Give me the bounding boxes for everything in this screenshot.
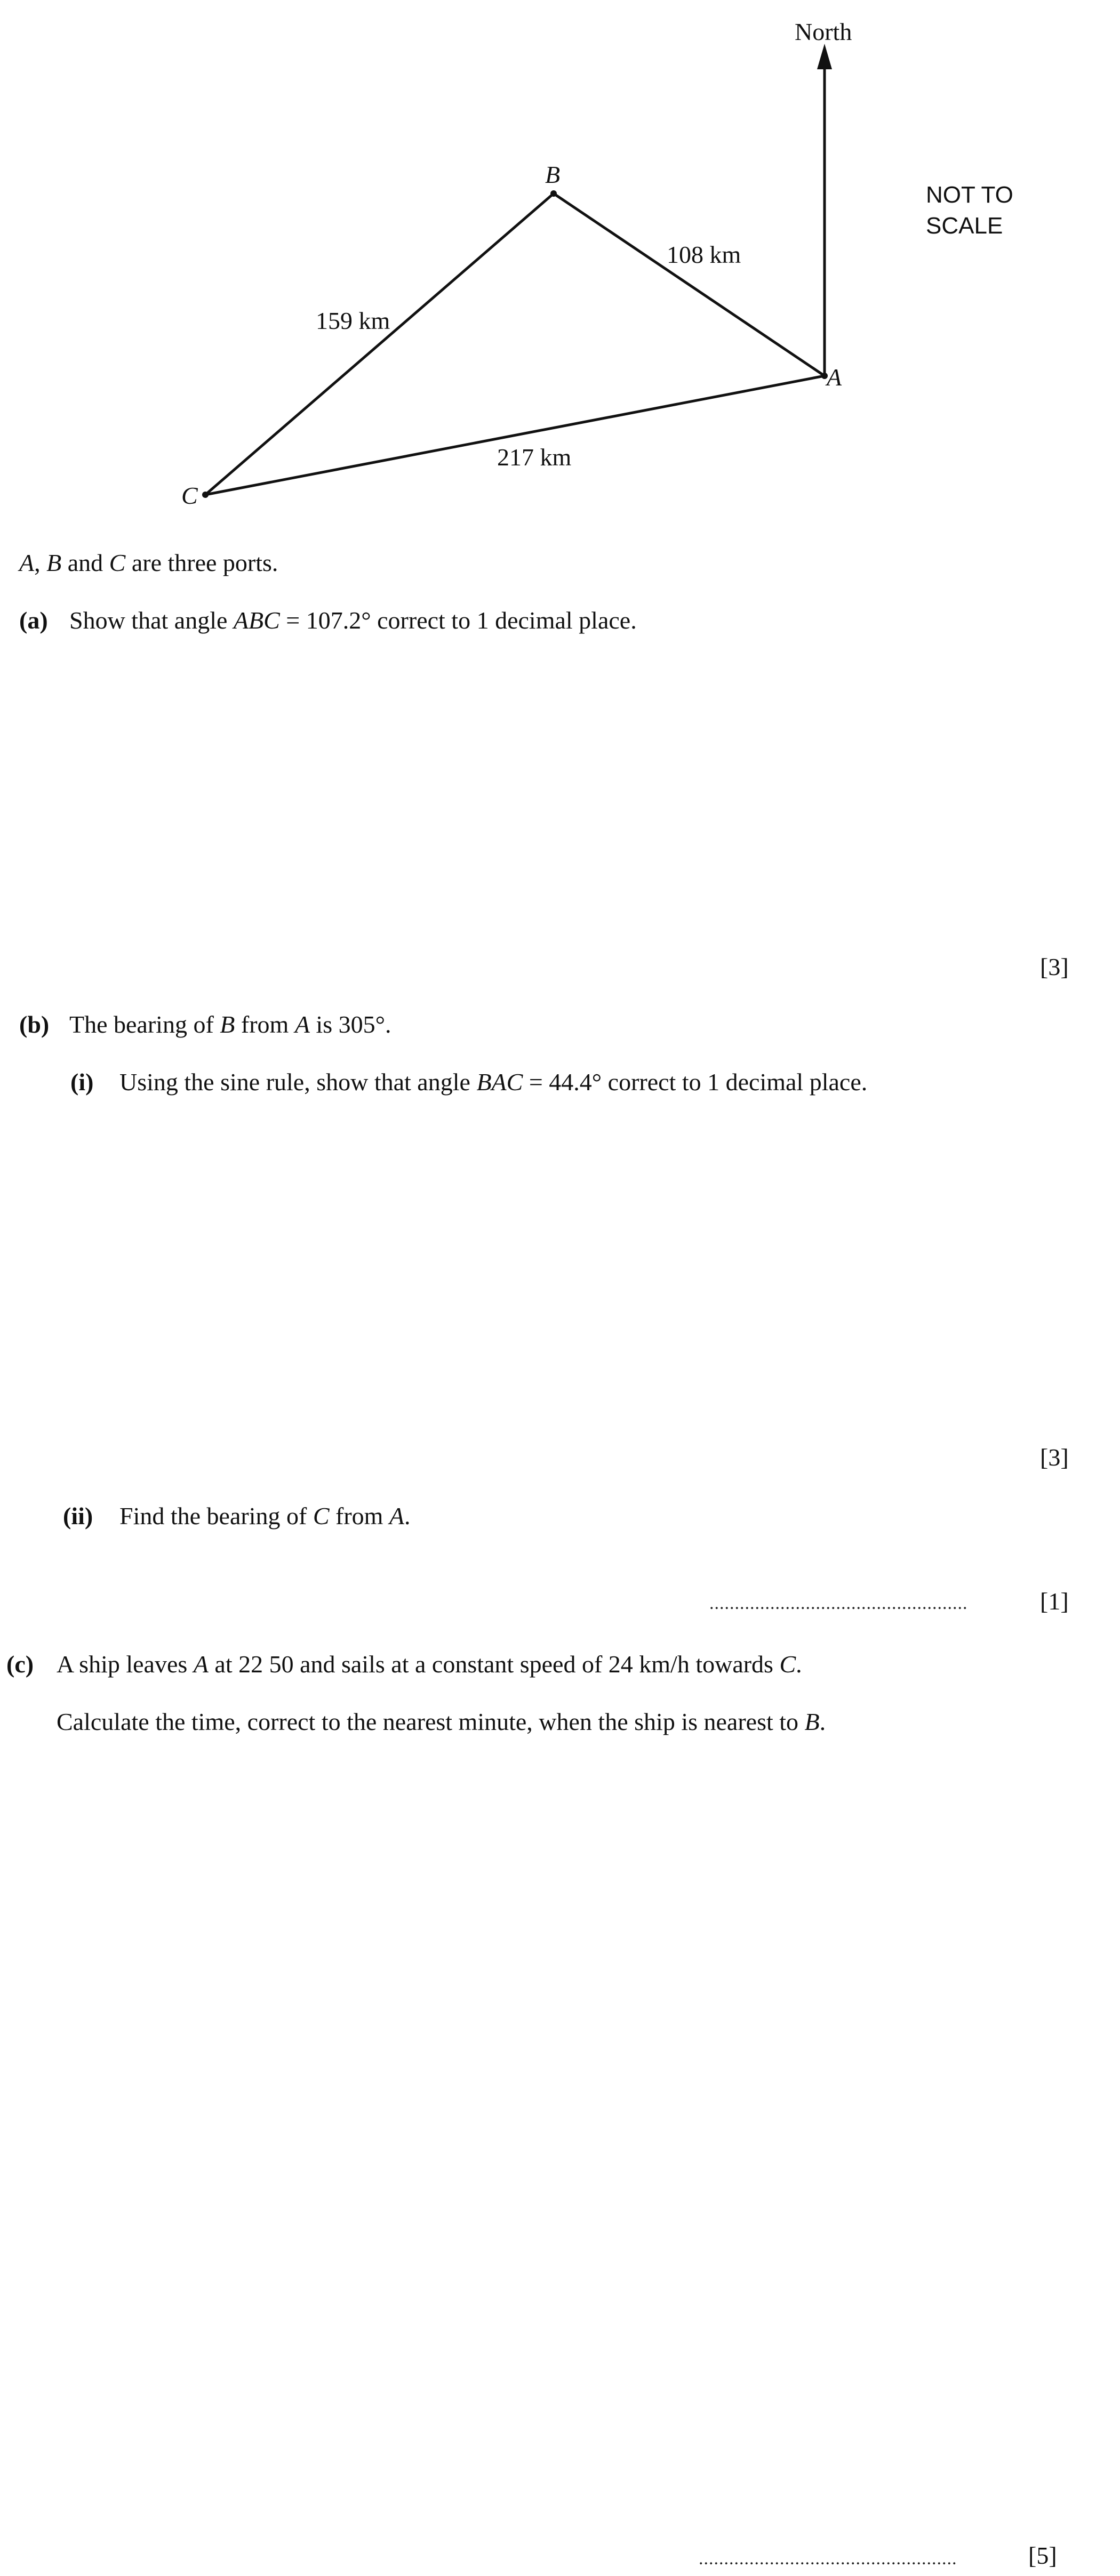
part-c-line2 (57, 1707, 826, 1737)
north-arrow-head (817, 44, 832, 69)
point-b-label: B (545, 161, 561, 188)
part-c-line1-before: A ship leaves (57, 1651, 194, 1678)
part-c-label: (c) (6, 1651, 34, 1678)
length-bc: 159 km (316, 307, 390, 334)
part-a-angle: ABC (233, 607, 280, 634)
part-c-a: A (193, 1651, 209, 1678)
intro-text (19, 548, 278, 578)
north-label: North (795, 18, 852, 45)
point-b-dot (550, 190, 557, 197)
point-c-label: C (181, 482, 198, 509)
intro-a: A (19, 549, 35, 576)
part-c-line2-after: . (819, 1708, 826, 1735)
part-a-text (69, 606, 637, 635)
part-b-text (69, 1010, 391, 1040)
side-ac (205, 376, 825, 495)
part-a-marks: [3] (1040, 953, 1069, 980)
part-bii-answer-line[interactable]: ................................................... (709, 1593, 968, 1613)
part-bi-marks: [3] (1040, 1444, 1069, 1471)
point-c-dot (202, 492, 209, 498)
part-c-line1-mid: at 22 50 and sails at a constant speed of 24 km/h towards (208, 1651, 780, 1678)
part-b-a: A (294, 1011, 310, 1038)
point-a-label: A (827, 364, 842, 391)
intro-rest: are three ports. (125, 549, 278, 576)
part-bii-c: C (313, 1502, 330, 1529)
part-bii-marks: [1] (1040, 1588, 1069, 1615)
part-c-line1-after: . (796, 1651, 802, 1678)
part-c-b: B (804, 1708, 820, 1735)
part-c-line2-before: Calculate the time, correct to the nearest minute, when the ship is nearest to (57, 1708, 805, 1735)
part-bi-text (119, 1067, 867, 1097)
intro-mid: and (61, 549, 109, 576)
length-ac: 217 km (497, 444, 572, 471)
part-b-text-after: is 305°. (309, 1011, 391, 1038)
side-ab (554, 194, 825, 376)
part-bii-text (119, 1501, 411, 1531)
part-bii-text-before: Find the bearing of (119, 1502, 313, 1529)
part-bii-a: A (389, 1502, 405, 1529)
part-a-text-before: Show that angle (69, 607, 234, 634)
part-b-text-mid: from (235, 1011, 295, 1038)
part-c-answer-line[interactable]: ................................................... (699, 2549, 957, 2569)
part-b-text-before: The bearing of (69, 1011, 220, 1038)
part-b-label: (b) (19, 1011, 50, 1038)
part-bi-angle: BAC (476, 1068, 523, 1096)
part-bii-label: (ii) (63, 1502, 93, 1529)
intro-c: C (109, 549, 126, 576)
part-b-b: B (220, 1011, 235, 1038)
length-ab: 108 km (667, 241, 741, 268)
part-c-c: C (779, 1651, 796, 1678)
part-a-text-after: = 107.2° correct to 1 decimal place. (279, 607, 637, 634)
not-to-scale-line2: SCALE (926, 213, 1003, 239)
part-c-line1 (57, 1649, 802, 1679)
part-bi-label: (i) (70, 1068, 94, 1096)
part-bii-text-after: . (404, 1502, 411, 1529)
part-a-label: (a) (19, 607, 48, 634)
not-to-scale-line1: NOT TO (926, 182, 1013, 208)
part-c-marks: [5] (1028, 2542, 1057, 2569)
part-bi-text-after: = 44.4° correct to 1 decimal place. (523, 1068, 868, 1096)
part-bii-text-mid: from (329, 1502, 389, 1529)
part-bi-text-before: Using the sine rule, show that angle (119, 1068, 477, 1096)
intro-b: B (46, 549, 62, 576)
intro-sep1: , (34, 549, 47, 576)
